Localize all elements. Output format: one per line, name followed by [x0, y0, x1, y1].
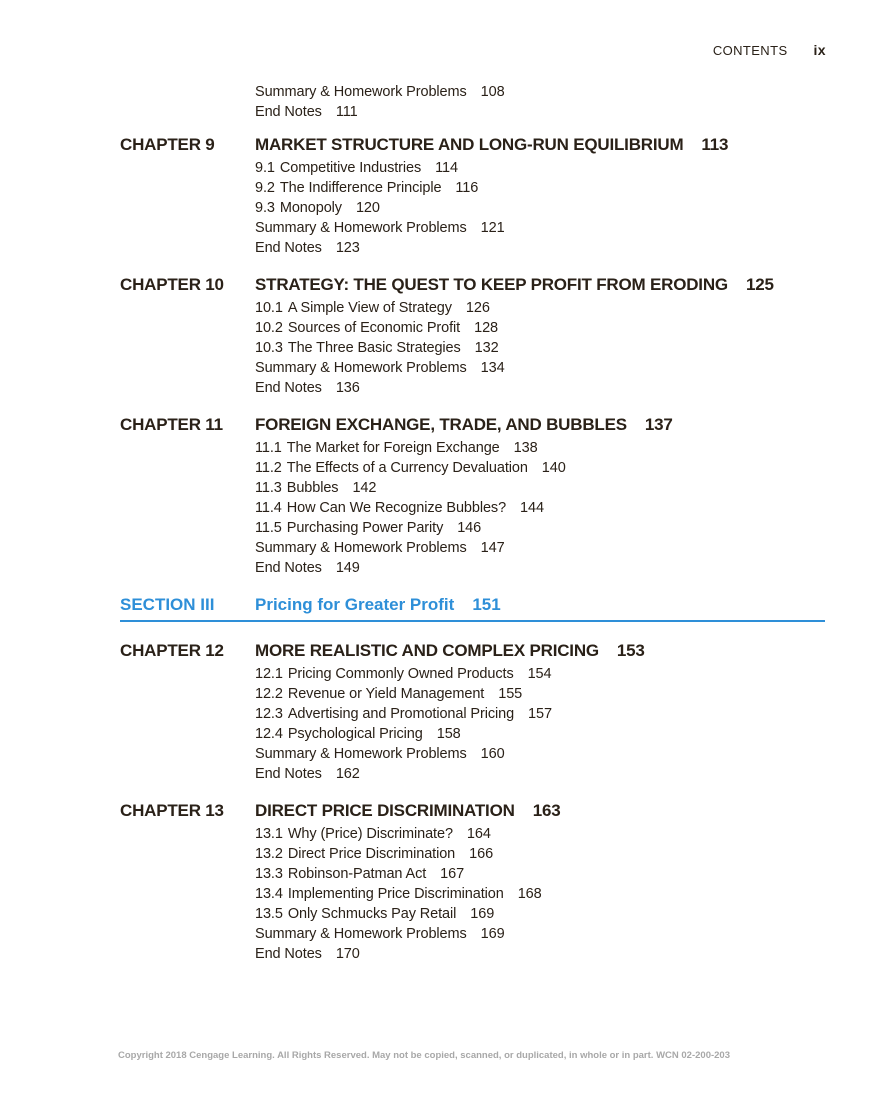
entry-title: Summary & Homework Problems	[255, 84, 467, 100]
running-title: CONTENTS	[712, 43, 788, 58]
entry-number: 11.2	[255, 460, 282, 476]
entry-title: End Notes	[255, 240, 322, 256]
entry-title: Purchasing Power Parity	[286, 520, 444, 536]
chapter-label: CHAPTER 13	[120, 801, 224, 820]
toc-entry[interactable]	[255, 358, 885, 378]
chapter-heading[interactable]	[0, 798, 885, 824]
toc-entry[interactable]	[255, 844, 885, 864]
entry-page: 160	[480, 746, 505, 762]
entry-number: 11.4	[255, 500, 282, 516]
toc-entry[interactable]	[255, 744, 885, 764]
section-title-line	[255, 592, 501, 618]
entry-page: 164	[466, 826, 491, 842]
toc-entry[interactable]	[255, 478, 885, 498]
toc-entry[interactable]	[255, 864, 885, 884]
chapter-title: MARKET STRUCTURE AND LONG-RUN EQUILIBRIUM	[255, 135, 684, 154]
toc-entry[interactable]	[255, 298, 885, 318]
entry-number: 9.2	[255, 180, 275, 196]
entry-page: 169	[480, 926, 505, 942]
entry-number: 12.2	[255, 686, 283, 702]
entry-title: Why (Price) Discriminate?	[287, 826, 453, 842]
toc-entry[interactable]	[255, 438, 885, 458]
entry-title: Pricing Commonly Owned Products	[287, 666, 514, 682]
entry-page: 114	[435, 160, 458, 176]
chapter-title-line	[255, 638, 645, 664]
chapter-entries	[0, 298, 885, 398]
chapter-title-line	[255, 412, 673, 438]
entry-number: 13.1	[255, 826, 283, 842]
toc-entry[interactable]	[255, 824, 885, 844]
entry-title: How Can We Recognize Bubbles?	[286, 500, 507, 516]
entry-title: Direct Price Discrimination	[287, 846, 456, 862]
entry-number: 13.2	[255, 846, 283, 862]
toc-entry[interactable]	[255, 238, 885, 258]
toc-entry[interactable]	[255, 704, 885, 724]
entry-title: Advertising and Promotional Pricing	[287, 706, 515, 722]
entry-number: 10.2	[255, 320, 283, 336]
toc-entry[interactable]	[255, 724, 885, 744]
toc-entry[interactable]	[255, 518, 885, 538]
entry-title: Monopoly	[279, 200, 342, 216]
toc-entry[interactable]	[255, 178, 885, 198]
chapter-page: 125	[745, 275, 774, 294]
entry-title: A Simple View of Strategy	[287, 300, 452, 316]
entry-title: The Market for Foreign Exchange	[286, 440, 500, 456]
chapter-9	[0, 132, 885, 258]
entry-page: 134	[480, 360, 505, 376]
toc-entry[interactable]	[255, 198, 885, 218]
entry-number: 11.1	[255, 440, 282, 456]
chapter-page: 113	[701, 135, 729, 154]
entry-number: 13.3	[255, 866, 283, 882]
chapter-title: DIRECT PRICE DISCRIMINATION	[255, 801, 515, 820]
entry-page: 136	[335, 380, 360, 396]
chapter-11	[0, 412, 885, 578]
entry-page: 116	[455, 180, 479, 196]
copyright-footer: Copyright 2018 Cengage Learning. All Rights Reserved. May not be copied, scanned, or duplicated, in whole or in part. WCN 02-200-203	[118, 1050, 730, 1061]
toc-content	[0, 82, 885, 964]
toc-entry[interactable]	[255, 558, 885, 578]
entry-page: 146	[457, 520, 482, 536]
chapter-title-line	[255, 272, 774, 298]
entry-title: Summary & Homework Problems	[255, 360, 467, 376]
entry-page: 128	[474, 320, 499, 336]
entry-number: 13.4	[255, 886, 283, 902]
chapter-heading[interactable]	[0, 272, 885, 298]
toc-entry[interactable]	[255, 664, 885, 684]
toc-entry[interactable]	[255, 378, 885, 398]
entry-title: Revenue or Yield Management	[287, 686, 485, 702]
entry-title: Summary & Homework Problems	[255, 540, 467, 556]
entry-title: Competitive Industries	[279, 160, 422, 176]
toc-entry[interactable]	[255, 158, 885, 178]
toc-entry[interactable]	[255, 218, 885, 238]
entry-number: 11.5	[255, 520, 282, 536]
entry-page: 144	[520, 500, 544, 516]
entry-page: 142	[352, 480, 377, 496]
toc-entry[interactable]	[255, 684, 885, 704]
running-head	[713, 42, 826, 58]
page-number: ix	[813, 42, 826, 58]
entry-page: 167	[440, 866, 465, 882]
toc-entry[interactable]	[255, 318, 885, 338]
chapter-label: CHAPTER 10	[120, 275, 224, 294]
toc-entry[interactable]	[255, 944, 885, 964]
entry-title: End Notes	[255, 766, 322, 782]
toc-entry[interactable]	[255, 102, 885, 122]
toc-entry[interactable]	[255, 904, 885, 924]
chapter-heading[interactable]	[0, 638, 885, 664]
entry-title: The Effects of a Currency Devaluation	[286, 460, 528, 476]
entry-number: 10.3	[255, 340, 283, 356]
entry-number: 10.1	[255, 300, 283, 316]
section-3-heading[interactable]	[120, 592, 825, 622]
entry-number: 12.4	[255, 726, 283, 742]
entry-page: 170	[335, 946, 360, 962]
chapter-label: CHAPTER 9	[120, 135, 215, 154]
carryover-entries	[0, 82, 885, 122]
entry-number: 13.5	[255, 906, 283, 922]
entry-title: End Notes	[255, 104, 322, 120]
toc-entry[interactable]	[255, 764, 885, 784]
entry-number: 9.3	[255, 200, 275, 216]
toc-entry[interactable]	[255, 338, 885, 358]
chapter-page: 153	[616, 641, 645, 660]
chapter-13	[0, 798, 885, 964]
entry-page: 168	[517, 886, 542, 902]
entry-title: Sources of Economic Profit	[287, 320, 461, 336]
entry-page: 162	[335, 766, 360, 782]
toc-entry[interactable]	[255, 82, 885, 102]
entry-title: End Notes	[255, 560, 322, 576]
entry-page: 155	[498, 686, 523, 702]
entry-page: 120	[355, 200, 380, 216]
toc-entry[interactable]	[255, 538, 885, 558]
entry-number: 12.1	[255, 666, 283, 682]
entry-title: Implementing Price Discrimination	[287, 886, 504, 902]
toc-entry[interactable]	[255, 924, 885, 944]
entry-number: 12.3	[255, 706, 283, 722]
chapter-10	[0, 272, 885, 398]
entry-page: 169	[470, 906, 495, 922]
entry-page: 121	[480, 220, 505, 236]
entry-page: 149	[335, 560, 360, 576]
entry-page: 147	[480, 540, 505, 556]
entry-page: 126	[465, 300, 490, 316]
entry-title: Summary & Homework Problems	[255, 746, 467, 762]
chapter-entries	[0, 158, 885, 258]
entry-title: The Three Basic Strategies	[287, 340, 461, 356]
chapter-title: FOREIGN EXCHANGE, TRADE, AND BUBBLES	[255, 415, 627, 434]
entry-title: The Indifference Principle	[279, 180, 442, 196]
chapter-label: CHAPTER 12	[120, 641, 224, 660]
entry-page: 154	[527, 666, 552, 682]
entry-page: 108	[480, 84, 505, 100]
entry-page: 157	[528, 706, 552, 722]
entry-page: 111	[335, 104, 358, 120]
entry-title: Summary & Homework Problems	[255, 926, 467, 942]
entry-page: 132	[474, 340, 499, 356]
entry-page: 138	[513, 440, 538, 456]
entry-page: 158	[436, 726, 461, 742]
chapter-title-line	[255, 132, 728, 158]
chapter-page: 163	[532, 801, 561, 820]
section-page: 151	[472, 595, 501, 614]
entry-title: End Notes	[255, 946, 322, 962]
chapter-12	[0, 638, 885, 784]
chapter-entries	[0, 664, 885, 784]
entry-title: End Notes	[255, 380, 322, 396]
entry-number: 11.3	[255, 480, 282, 496]
entry-page: 166	[469, 846, 494, 862]
chapter-page: 137	[644, 415, 673, 434]
chapter-heading[interactable]	[0, 132, 885, 158]
entry-title: Only Schmucks Pay Retail	[287, 906, 457, 922]
chapter-entries	[0, 438, 885, 578]
chapter-heading[interactable]	[0, 412, 885, 438]
chapter-title: STRATEGY: THE QUEST TO KEEP PROFIT FROM ERODING	[255, 275, 728, 294]
entry-title: Robinson-Patman Act	[287, 866, 427, 882]
section-label: SECTION III	[120, 595, 215, 614]
toc-entry[interactable]	[255, 458, 885, 478]
toc-entry[interactable]	[255, 498, 885, 518]
entry-title: Psychological Pricing	[287, 726, 423, 742]
entry-title: Summary & Homework Problems	[255, 220, 467, 236]
entry-number: 9.1	[255, 160, 275, 176]
chapter-label: CHAPTER 11	[120, 415, 223, 434]
entry-page: 123	[335, 240, 360, 256]
entry-page: 140	[541, 460, 566, 476]
chapter-entries	[0, 824, 885, 964]
section-title: Pricing for Greater Profit	[255, 595, 455, 614]
chapter-title-line	[255, 798, 560, 824]
chapter-title: MORE REALISTIC AND COMPLEX PRICING	[255, 641, 599, 660]
entry-title: Bubbles	[286, 480, 339, 496]
toc-entry[interactable]	[255, 884, 885, 904]
